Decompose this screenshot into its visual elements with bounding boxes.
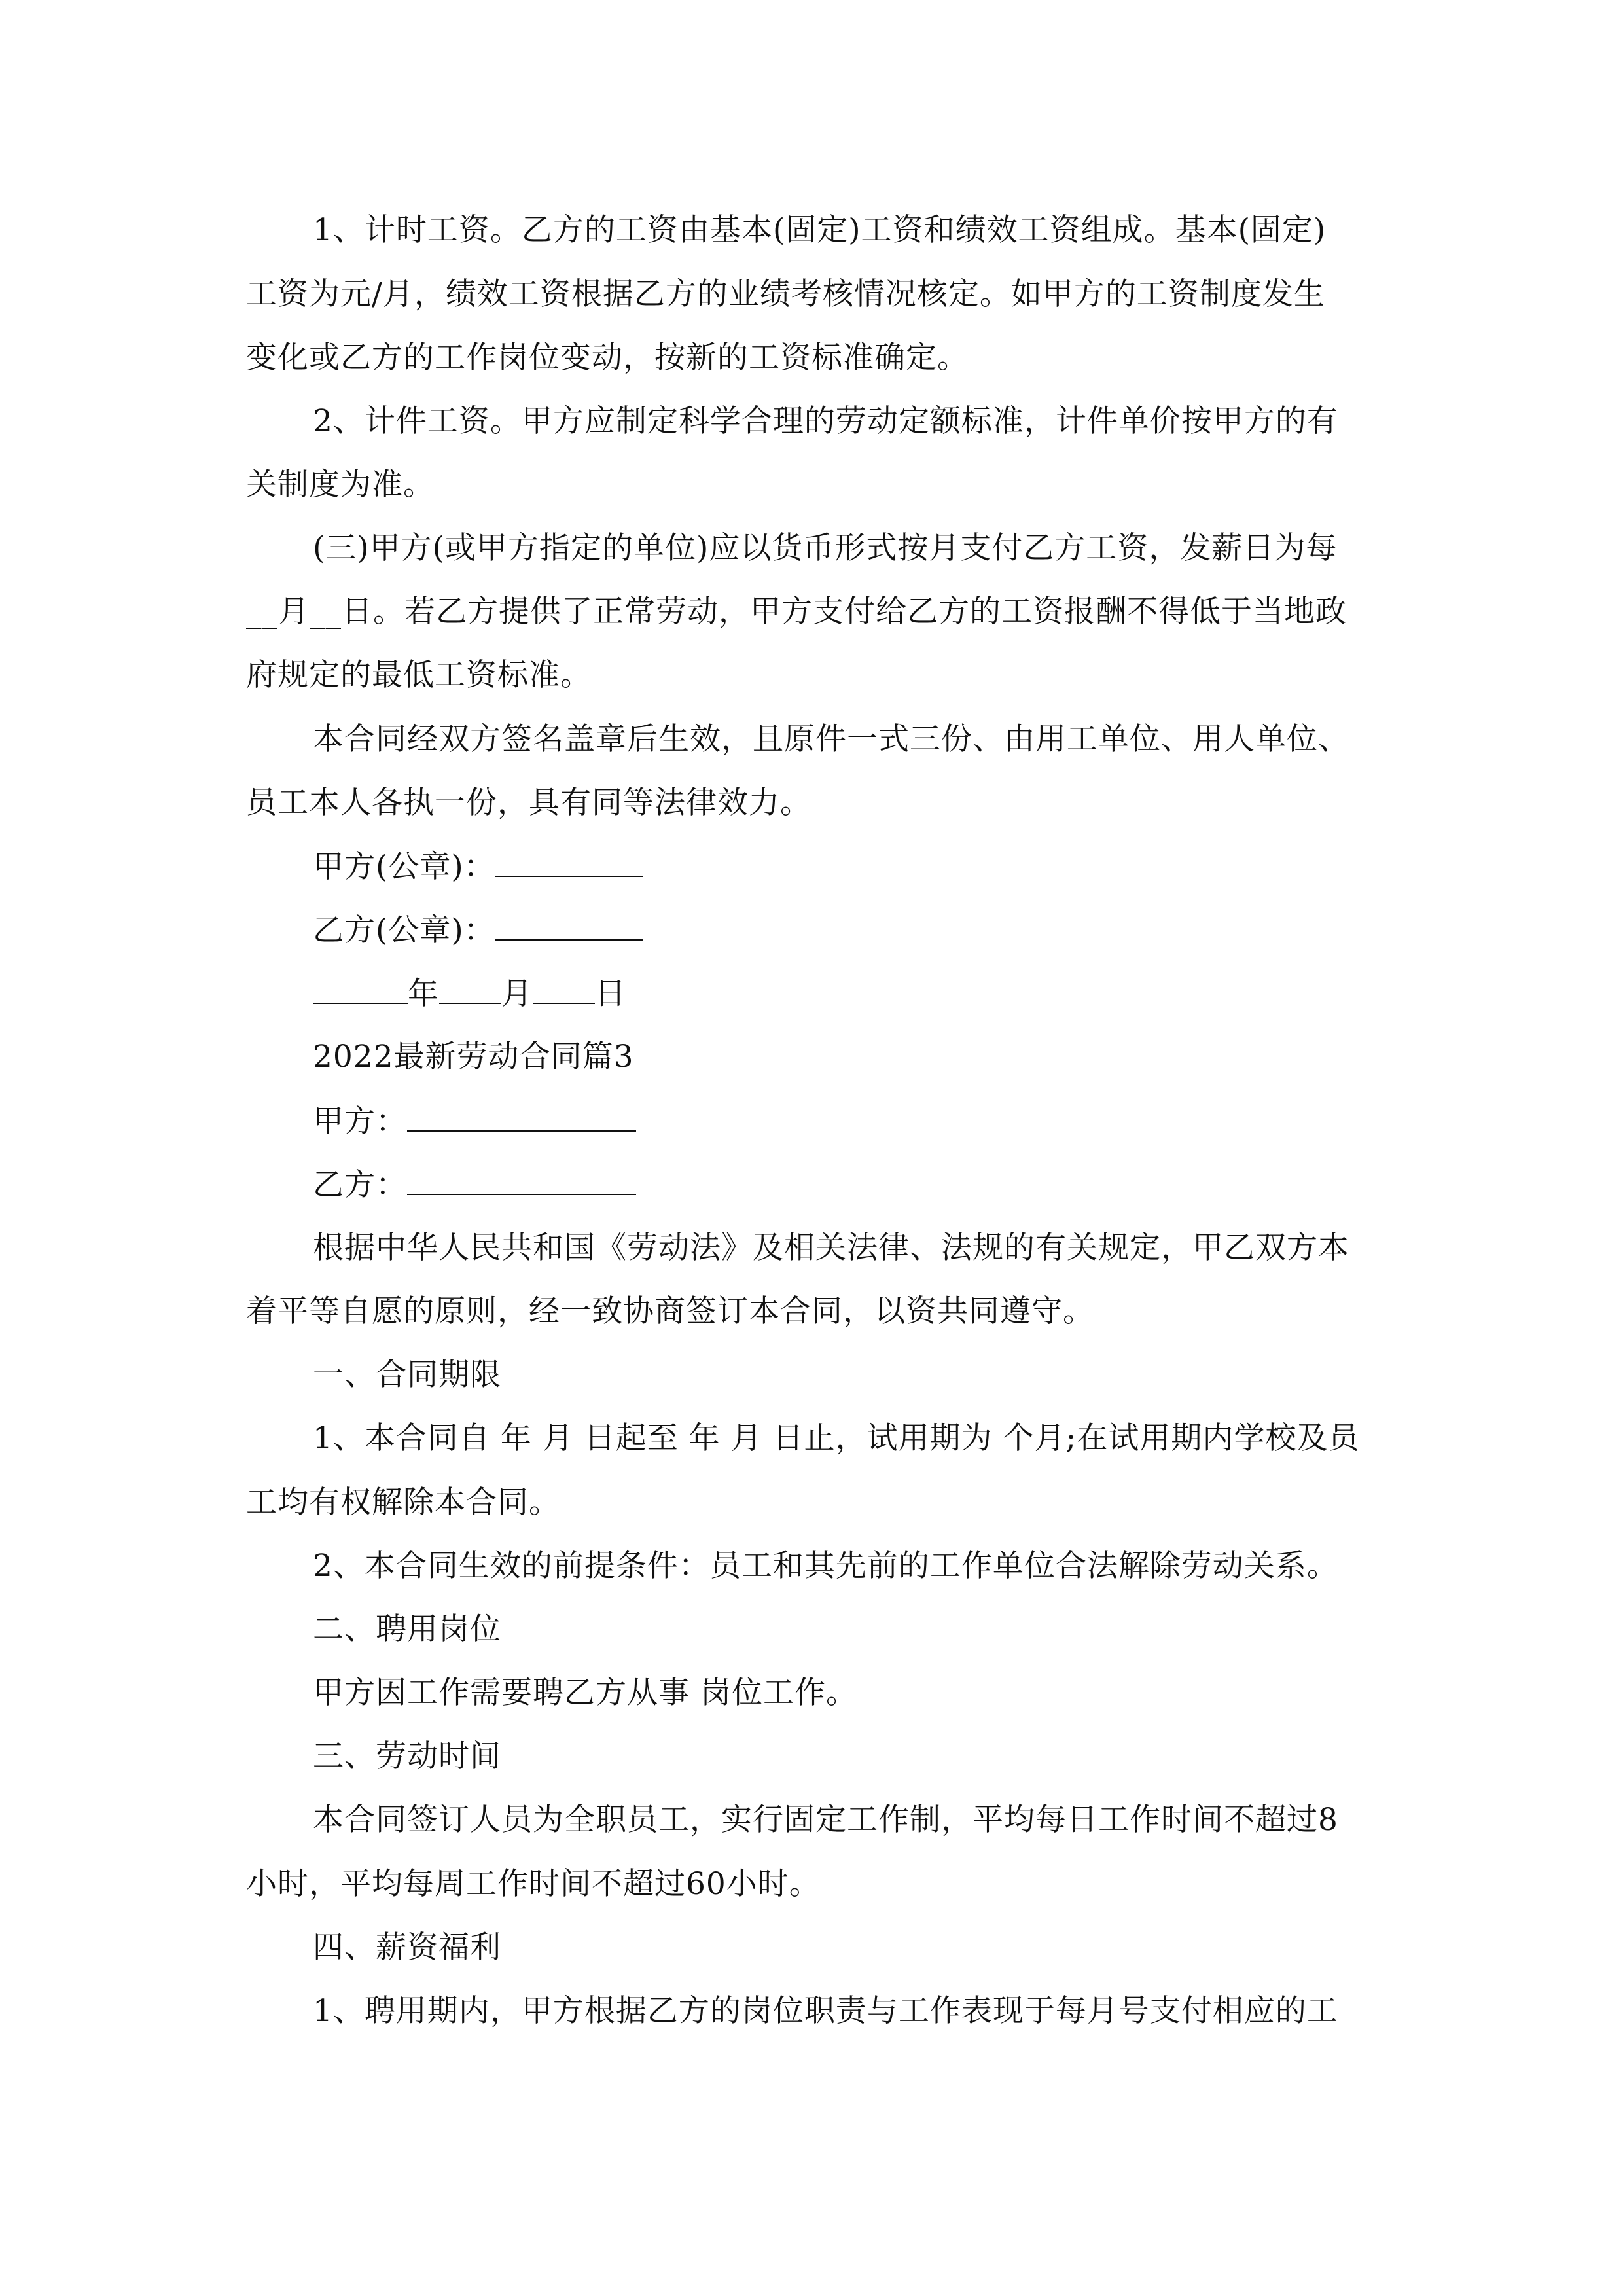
party-b-seal-label: 乙方(公章)： <box>313 912 495 948</box>
month-label: 月 <box>501 976 533 1012</box>
party-b-label: 乙方： <box>313 1167 407 1203</box>
party-a-line <box>313 1102 1391 1141</box>
paragraph-line: 2、本合同生效的前提条件：员工和其先前的工作单位合法解除劳动关系。 <box>313 1548 1338 1584</box>
paragraph-line: 着平等自愿的原则，经一致协商签订本合同，以资共同遵守。 <box>246 1293 1094 1329</box>
party-b-blank <box>407 1165 636 1195</box>
month-blank <box>439 974 501 1004</box>
paragraph-line: 本合同签订人员为全职员工，实行固定工作制，平均每日工作时间不超过8 <box>313 1802 1338 1838</box>
day-label: 日 <box>595 976 626 1012</box>
paragraph-line: 1、聘用期内，甲方根据乙方的岗位职责与工作表现于每月号支付相应的工 <box>313 1993 1338 2029</box>
day-blank <box>533 974 595 1004</box>
paragraph-line: 府规定的最低工资标准。 <box>246 657 592 693</box>
heading-line: 四、薪资福利 <box>313 1929 501 1965</box>
paragraph-line: __月__日。若乙方提供了正常劳动，甲方支付给乙方的工资报酬不得低于当地政 <box>246 594 1347 630</box>
party-a-blank <box>407 1102 636 1132</box>
party-a-label: 甲方： <box>313 1103 407 1139</box>
heading-line: 三、劳动时间 <box>313 1738 501 1774</box>
paragraph-line: (三)甲方(或甲方指定的单位)应以货币形式按月支付乙方工资，发薪日为每 <box>313 530 1338 566</box>
year-blank <box>313 974 408 1004</box>
party-a-seal-line <box>313 847 1391 887</box>
paragraph-line: 工资为元/月，绩效工资根据乙方的业绩考核情况核定。如甲方的工资制度发生 <box>246 276 1325 312</box>
paragraph-line: 2、计件工资。甲方应制定科学合理的劳动定额标准，计件单价按甲方的有 <box>313 403 1338 439</box>
section-title: 2022最新劳动合同篇3 <box>313 1039 634 1075</box>
paragraph-line: 甲方因工作需要聘乙方从事 岗位工作。 <box>313 1675 857 1711</box>
party-b-seal-line <box>313 910 1391 950</box>
date-line <box>313 974 1391 1014</box>
paragraph-line: 小时，平均每周工作时间不超过60小时。 <box>246 1866 821 1902</box>
party-b-line <box>313 1165 1391 1205</box>
paragraph-line: 本合同经双方签名盖章后生效，且原件一式三份、由用工单位、用人单位、 <box>313 721 1349 757</box>
paragraph-line: 工均有权解除本合同。 <box>246 1484 560 1520</box>
paragraph-line: 关制度为准。 <box>246 467 435 503</box>
heading-line: 一、合同期限 <box>313 1357 501 1393</box>
paragraph-line: 根据中华人民共和国《劳动法》及相关法律、法规的有关规定，甲乙双方本 <box>313 1230 1349 1266</box>
signature-blank <box>495 910 643 941</box>
party-a-seal-label: 甲方(公章)： <box>313 849 495 885</box>
paragraph-line: 变化或乙方的工作岗位变动，按新的工资标准确定。 <box>246 340 969 376</box>
paragraph-line: 1、计时工资。乙方的工资由基本(固定)工资和绩效工资组成。基本(固定) <box>313 212 1327 248</box>
year-label: 年 <box>408 976 439 1012</box>
paragraph-line: 员工本人各执一份，具有同等法律效力。 <box>246 785 812 821</box>
signature-blank <box>495 847 643 877</box>
heading-line: 二、聘用岗位 <box>313 1611 501 1647</box>
paragraph-line: 1、本合同自 年 月 日起至 年 月 日止，试用期为 个月;在试用期内学校及员 <box>313 1420 1360 1456</box>
